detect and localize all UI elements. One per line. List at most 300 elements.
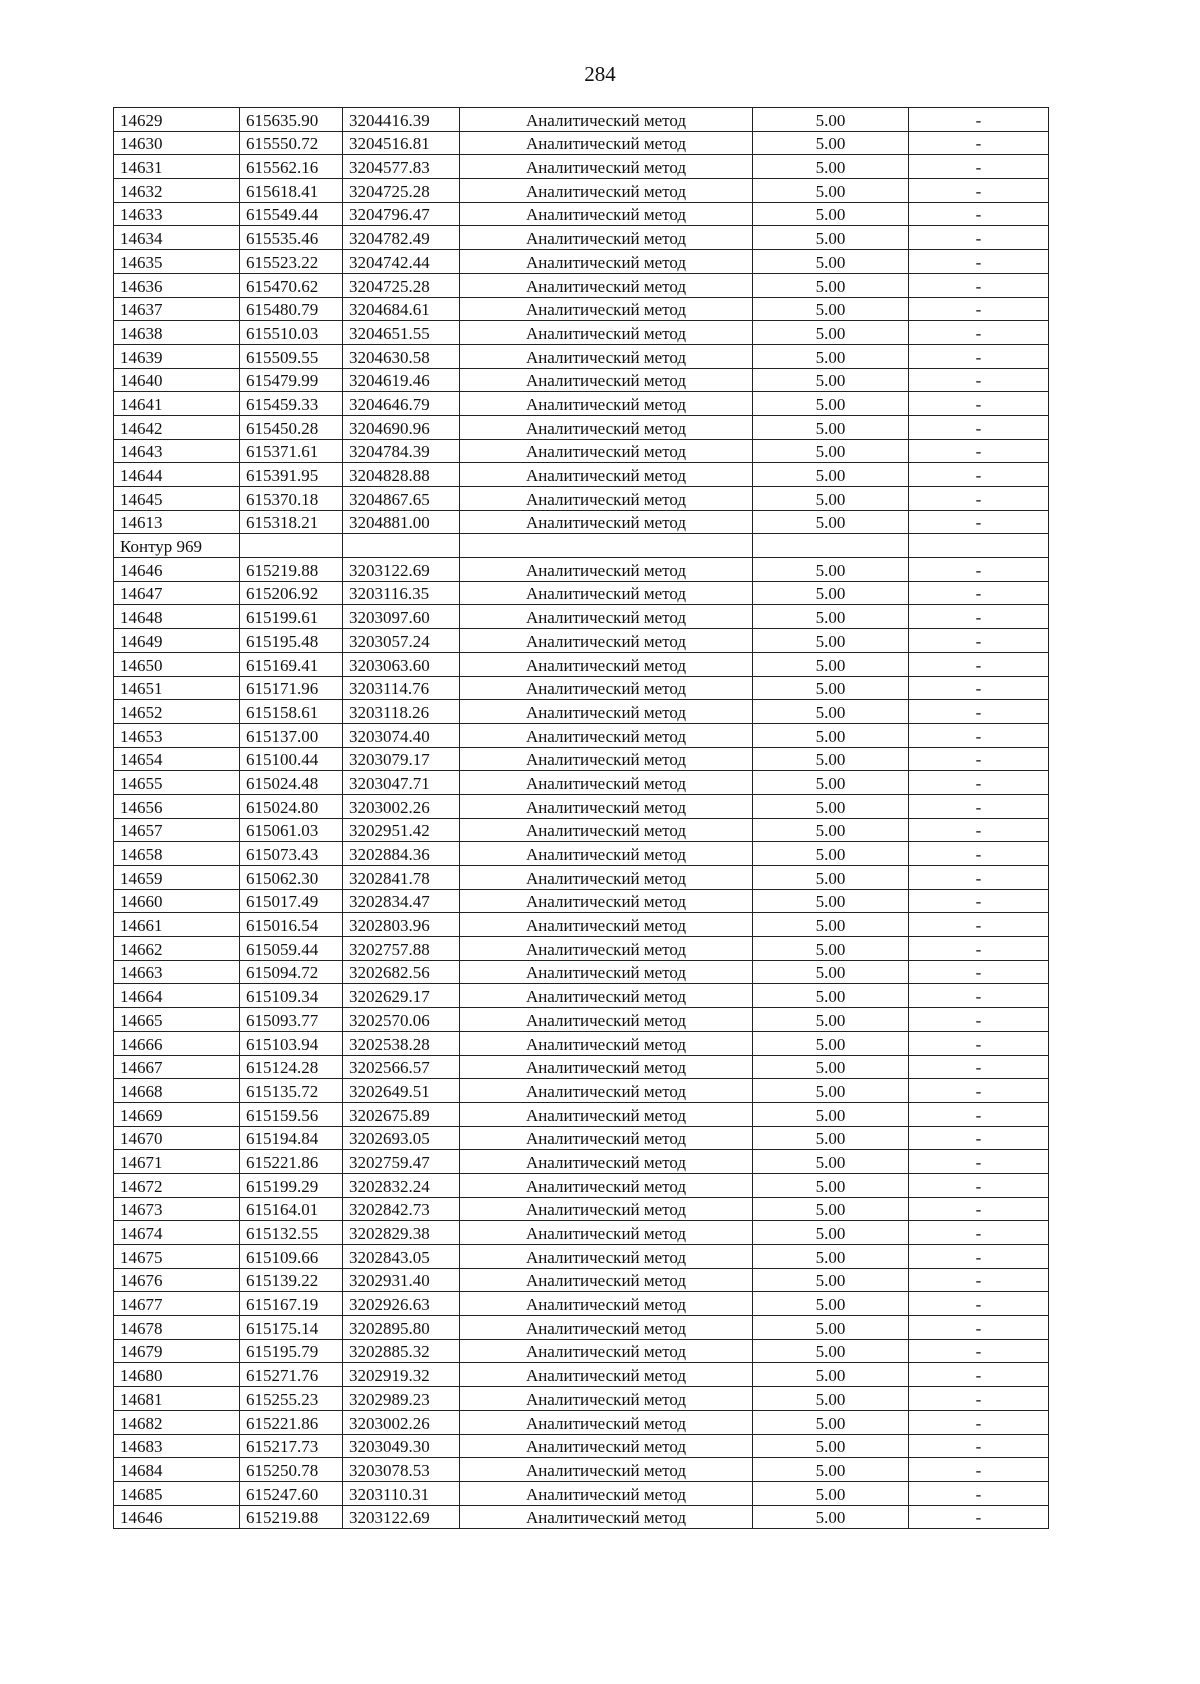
point-id-cell: 14645 (114, 487, 240, 511)
point-id-cell: 14635 (114, 250, 240, 274)
note-cell: - (909, 1150, 1049, 1174)
method-cell: Аналитический метод (460, 179, 753, 203)
accuracy-cell: 5.00 (753, 913, 909, 937)
point-id-cell: 14664 (114, 984, 240, 1008)
accuracy-cell: 5.00 (753, 1410, 909, 1434)
accuracy-cell: 5.00 (753, 652, 909, 676)
x-coordinate-cell: 615158.61 (240, 700, 343, 724)
note-cell: - (909, 273, 1049, 297)
x-coordinate-cell: 615139.22 (240, 1268, 343, 1292)
accuracy-cell: 5.00 (753, 1481, 909, 1505)
point-id-cell: 14683 (114, 1434, 240, 1458)
table-row (114, 652, 1049, 676)
table-row (114, 1102, 1049, 1126)
contour-label: Контур 969 (114, 534, 240, 558)
x-coordinate-cell: 615221.86 (240, 1410, 343, 1434)
point-id-cell: 14672 (114, 1173, 240, 1197)
x-coordinate-cell: 615194.84 (240, 1126, 343, 1150)
x-coordinate-cell: 615109.34 (240, 984, 343, 1008)
y-coordinate-cell: 3204516.81 (343, 131, 460, 155)
note-cell: - (909, 344, 1049, 368)
method-cell: Аналитический метод (460, 510, 753, 534)
note-cell: - (909, 842, 1049, 866)
note-cell: - (909, 913, 1049, 937)
accuracy-cell: 5.00 (753, 1245, 909, 1269)
point-id-cell: 14665 (114, 1008, 240, 1032)
y-coordinate-cell: 3203110.31 (343, 1481, 460, 1505)
method-cell: Аналитический метод (460, 889, 753, 913)
note-cell: - (909, 1197, 1049, 1221)
y-coordinate-cell: 3204725.28 (343, 179, 460, 203)
accuracy-cell: 5.00 (753, 179, 909, 203)
method-cell: Аналитический метод (460, 273, 753, 297)
method-cell: Аналитический метод (460, 1505, 753, 1529)
note-cell: - (909, 392, 1049, 416)
y-coordinate-cell: 3203114.76 (343, 676, 460, 700)
table-row (114, 771, 1049, 795)
accuracy-cell: 5.00 (753, 1031, 909, 1055)
note-cell: - (909, 463, 1049, 487)
table-row (114, 818, 1049, 842)
accuracy-cell: 5.00 (753, 1008, 909, 1032)
note-cell: - (909, 202, 1049, 226)
note-cell: - (909, 131, 1049, 155)
x-coordinate-cell: 615135.72 (240, 1079, 343, 1103)
method-cell: Аналитический метод (460, 842, 753, 866)
method-cell: Аналитический метод (460, 392, 753, 416)
point-id-cell: 14653 (114, 723, 240, 747)
note-cell: - (909, 581, 1049, 605)
accuracy-cell: 5.00 (753, 415, 909, 439)
method-cell: Аналитический метод (460, 1268, 753, 1292)
point-id-cell: 14667 (114, 1055, 240, 1079)
point-id-cell: 14680 (114, 1363, 240, 1387)
y-coordinate-cell: 3203049.30 (343, 1434, 460, 1458)
accuracy-cell: 5.00 (753, 487, 909, 511)
table-row (114, 1245, 1049, 1269)
x-coordinate-cell: 615103.94 (240, 1031, 343, 1055)
note-cell: - (909, 487, 1049, 511)
table-row (114, 108, 1049, 132)
point-id-cell: 14640 (114, 368, 240, 392)
table-row (114, 392, 1049, 416)
y-coordinate-cell: 3203122.69 (343, 558, 460, 582)
x-coordinate-cell: 615370.18 (240, 487, 343, 511)
x-coordinate-cell: 615017.49 (240, 889, 343, 913)
point-id-cell: 14647 (114, 581, 240, 605)
method-cell: Аналитический метод (460, 463, 753, 487)
method-cell: Аналитический метод (460, 1126, 753, 1150)
point-id-cell: 14644 (114, 463, 240, 487)
point-id-cell: 14651 (114, 676, 240, 700)
y-coordinate-cell: 3203047.71 (343, 771, 460, 795)
point-id-cell: 14652 (114, 700, 240, 724)
note-cell: - (909, 818, 1049, 842)
y-coordinate-cell: 3202629.17 (343, 984, 460, 1008)
point-id-cell: 14650 (114, 652, 240, 676)
method-cell: Аналитический метод (460, 1150, 753, 1174)
note-cell: - (909, 250, 1049, 274)
note-cell: - (909, 439, 1049, 463)
method-cell: Аналитический метод (460, 368, 753, 392)
point-id-cell: 14679 (114, 1339, 240, 1363)
y-coordinate-cell: 3204782.49 (343, 226, 460, 250)
method-cell: Аналитический метод (460, 1410, 753, 1434)
point-id-cell: 14637 (114, 297, 240, 321)
accuracy-cell: 5.00 (753, 439, 909, 463)
x-coordinate-cell: 615550.72 (240, 131, 343, 155)
x-coordinate-cell: 615509.55 (240, 344, 343, 368)
y-coordinate-cell: 3202682.56 (343, 960, 460, 984)
y-coordinate-cell: 3203002.26 (343, 794, 460, 818)
y-coordinate-cell: 3202538.28 (343, 1031, 460, 1055)
x-coordinate-cell: 615271.76 (240, 1363, 343, 1387)
note-cell: - (909, 510, 1049, 534)
method-cell: Аналитический метод (460, 131, 753, 155)
point-id-cell: 14674 (114, 1221, 240, 1245)
y-coordinate-cell: 3202693.05 (343, 1126, 460, 1150)
method-cell: Аналитический метод (460, 1458, 753, 1482)
x-coordinate-cell: 615164.01 (240, 1197, 343, 1221)
y-coordinate-cell: 3202649.51 (343, 1079, 460, 1103)
note-cell: - (909, 1316, 1049, 1340)
accuracy-cell: 5.00 (753, 558, 909, 582)
accuracy-cell: 5.00 (753, 344, 909, 368)
table-row (114, 202, 1049, 226)
table-row (114, 794, 1049, 818)
y-coordinate-cell: 3202834.47 (343, 889, 460, 913)
point-id-cell: 14649 (114, 629, 240, 653)
x-coordinate-cell: 615535.46 (240, 226, 343, 250)
method-cell: Аналитический метод (460, 321, 753, 345)
method-cell: Аналитический метод (460, 1387, 753, 1411)
accuracy-cell: 5.00 (753, 1339, 909, 1363)
method-cell: Аналитический метод (460, 202, 753, 226)
contour-header-row (114, 534, 1049, 558)
accuracy-cell: 5.00 (753, 1079, 909, 1103)
note-cell: - (909, 1221, 1049, 1245)
method-cell: Аналитический метод (460, 866, 753, 890)
y-coordinate-cell: 3203057.24 (343, 629, 460, 653)
table-row (114, 581, 1049, 605)
accuracy-cell: 5.00 (753, 984, 909, 1008)
note-cell: - (909, 700, 1049, 724)
accuracy-cell: 5.00 (753, 463, 909, 487)
x-coordinate-cell: 615618.41 (240, 179, 343, 203)
x-coordinate-cell: 615109.66 (240, 1245, 343, 1269)
point-id-cell: 14642 (114, 415, 240, 439)
note-cell: - (909, 1079, 1049, 1103)
table-row (114, 179, 1049, 203)
table-row (114, 866, 1049, 890)
point-id-cell: 14677 (114, 1292, 240, 1316)
method-cell: Аналитический метод (460, 250, 753, 274)
point-id-cell: 14659 (114, 866, 240, 890)
table-row (114, 510, 1049, 534)
x-coordinate-cell: 615470.62 (240, 273, 343, 297)
table-row (114, 344, 1049, 368)
table-row (114, 842, 1049, 866)
note-cell: - (909, 1245, 1049, 1269)
method-cell: Аналитический метод (460, 652, 753, 676)
accuracy-cell: 5.00 (753, 1126, 909, 1150)
x-coordinate-cell: 615159.56 (240, 1102, 343, 1126)
y-coordinate-cell: 3202566.57 (343, 1055, 460, 1079)
y-coordinate-cell: 3204742.44 (343, 250, 460, 274)
note-cell: - (909, 937, 1049, 961)
point-id-cell: 14629 (114, 108, 240, 132)
note-cell: - (909, 866, 1049, 890)
method-cell: Аналитический метод (460, 723, 753, 747)
y-coordinate-cell: 3202843.05 (343, 1245, 460, 1269)
y-coordinate-cell: 3202841.78 (343, 866, 460, 890)
table-row (114, 937, 1049, 961)
y-coordinate-cell: 3202832.24 (343, 1173, 460, 1197)
x-coordinate-cell: 615199.29 (240, 1173, 343, 1197)
method-cell: Аналитический метод (460, 1434, 753, 1458)
accuracy-cell: 5.00 (753, 889, 909, 913)
accuracy-cell: 5.00 (753, 1268, 909, 1292)
method-cell: Аналитический метод (460, 226, 753, 250)
accuracy-cell: 5.00 (753, 842, 909, 866)
accuracy-cell: 5.00 (753, 794, 909, 818)
table-row (114, 1505, 1049, 1529)
accuracy-cell: 5.00 (753, 960, 909, 984)
method-cell: Аналитический метод (460, 1316, 753, 1340)
note-cell: - (909, 1173, 1049, 1197)
accuracy-cell: 5.00 (753, 818, 909, 842)
x-coordinate-cell: 615137.00 (240, 723, 343, 747)
table-row (114, 368, 1049, 392)
table-row (114, 676, 1049, 700)
x-coordinate-cell: 615391.95 (240, 463, 343, 487)
method-cell: Аналитический метод (460, 581, 753, 605)
table-row (114, 463, 1049, 487)
y-coordinate-cell: 3202989.23 (343, 1387, 460, 1411)
y-coordinate-cell: 3204651.55 (343, 321, 460, 345)
y-coordinate-cell: 3202570.06 (343, 1008, 460, 1032)
table-row (114, 984, 1049, 1008)
note-cell: - (909, 179, 1049, 203)
accuracy-cell: 5.00 (753, 392, 909, 416)
note-cell: - (909, 1292, 1049, 1316)
method-cell: Аналитический метод (460, 415, 753, 439)
point-id-cell: 14634 (114, 226, 240, 250)
accuracy-cell: 5.00 (753, 605, 909, 629)
x-coordinate-cell: 615450.28 (240, 415, 343, 439)
table-row (114, 1458, 1049, 1482)
x-coordinate-cell: 615206.92 (240, 581, 343, 605)
accuracy-cell: 5.00 (753, 1387, 909, 1411)
table-row (114, 1410, 1049, 1434)
x-coordinate-cell: 615510.03 (240, 321, 343, 345)
y-coordinate-cell: 3202919.32 (343, 1363, 460, 1387)
x-coordinate-cell: 615371.61 (240, 439, 343, 463)
y-coordinate-cell: 3202951.42 (343, 818, 460, 842)
y-coordinate-cell: 3203079.17 (343, 747, 460, 771)
accuracy-cell: 5.00 (753, 676, 909, 700)
note-cell: - (909, 960, 1049, 984)
x-coordinate-cell: 615318.21 (240, 510, 343, 534)
y-coordinate-cell: 3204690.96 (343, 415, 460, 439)
accuracy-cell: 5.00 (753, 1505, 909, 1529)
table-row (114, 700, 1049, 724)
x-coordinate-cell: 615199.61 (240, 605, 343, 629)
note-cell: - (909, 984, 1049, 1008)
point-id-cell: 14630 (114, 131, 240, 155)
x-coordinate-cell: 615016.54 (240, 913, 343, 937)
point-id-cell: 14684 (114, 1458, 240, 1482)
accuracy-cell: 5.00 (753, 723, 909, 747)
empty-cell (343, 534, 460, 558)
table-row (114, 439, 1049, 463)
table-row (114, 1197, 1049, 1221)
point-id-cell: 14669 (114, 1102, 240, 1126)
accuracy-cell: 5.00 (753, 131, 909, 155)
y-coordinate-cell: 3203097.60 (343, 605, 460, 629)
note-cell: - (909, 1102, 1049, 1126)
table-row (114, 1387, 1049, 1411)
point-id-cell: 14675 (114, 1245, 240, 1269)
point-id-cell: 14673 (114, 1197, 240, 1221)
method-cell: Аналитический метод (460, 605, 753, 629)
y-coordinate-cell: 3203063.60 (343, 652, 460, 676)
accuracy-cell: 5.00 (753, 629, 909, 653)
y-coordinate-cell: 3203118.26 (343, 700, 460, 724)
x-coordinate-cell: 615195.79 (240, 1339, 343, 1363)
accuracy-cell: 5.00 (753, 747, 909, 771)
method-cell: Аналитический метод (460, 297, 753, 321)
method-cell: Аналитический метод (460, 1481, 753, 1505)
table-row (114, 131, 1049, 155)
y-coordinate-cell: 3204828.88 (343, 463, 460, 487)
note-cell: - (909, 1031, 1049, 1055)
y-coordinate-cell: 3204646.79 (343, 392, 460, 416)
table-row (114, 250, 1049, 274)
table-row (114, 487, 1049, 511)
empty-cell (753, 534, 909, 558)
x-coordinate-cell: 615094.72 (240, 960, 343, 984)
accuracy-cell: 5.00 (753, 1363, 909, 1387)
point-id-cell: 14671 (114, 1150, 240, 1174)
table-row (114, 1221, 1049, 1245)
accuracy-cell: 5.00 (753, 1221, 909, 1245)
table-row (114, 1363, 1049, 1387)
accuracy-cell: 5.00 (753, 155, 909, 179)
accuracy-cell: 5.00 (753, 1292, 909, 1316)
table-row (114, 1079, 1049, 1103)
point-id-cell: 14666 (114, 1031, 240, 1055)
y-coordinate-cell: 3202842.73 (343, 1197, 460, 1221)
table-row (114, 960, 1049, 984)
note-cell: - (909, 558, 1049, 582)
point-id-cell: 14661 (114, 913, 240, 937)
x-coordinate-cell: 615255.23 (240, 1387, 343, 1411)
point-id-cell: 14638 (114, 321, 240, 345)
method-cell: Аналитический метод (460, 344, 753, 368)
accuracy-cell: 5.00 (753, 581, 909, 605)
table-row (114, 1339, 1049, 1363)
table-row (114, 605, 1049, 629)
note-cell: - (909, 889, 1049, 913)
note-cell: - (909, 676, 1049, 700)
table-row (114, 1008, 1049, 1032)
note-cell: - (909, 794, 1049, 818)
table-row (114, 558, 1049, 582)
point-id-cell: 14646 (114, 558, 240, 582)
note-cell: - (909, 415, 1049, 439)
method-cell: Аналитический метод (460, 794, 753, 818)
x-coordinate-cell: 615219.88 (240, 558, 343, 582)
y-coordinate-cell: 3202757.88 (343, 937, 460, 961)
x-coordinate-cell: 615024.80 (240, 794, 343, 818)
table-row (114, 1481, 1049, 1505)
point-id-cell: 14670 (114, 1126, 240, 1150)
note-cell: - (909, 1339, 1049, 1363)
note-cell: - (909, 1481, 1049, 1505)
table-row (114, 1268, 1049, 1292)
method-cell: Аналитический метод (460, 747, 753, 771)
x-coordinate-cell: 615219.88 (240, 1505, 343, 1529)
point-id-cell: 14658 (114, 842, 240, 866)
point-id-cell: 14681 (114, 1387, 240, 1411)
note-cell: - (909, 1434, 1049, 1458)
accuracy-cell: 5.00 (753, 368, 909, 392)
method-cell: Аналитический метод (460, 1008, 753, 1032)
method-cell: Аналитический метод (460, 629, 753, 653)
page-number: 284 (584, 62, 616, 86)
accuracy-cell: 5.00 (753, 273, 909, 297)
x-coordinate-cell: 615169.41 (240, 652, 343, 676)
table-row (114, 1031, 1049, 1055)
y-coordinate-cell: 3204577.83 (343, 155, 460, 179)
note-cell: - (909, 652, 1049, 676)
note-cell: - (909, 1008, 1049, 1032)
method-cell: Аналитический метод (460, 155, 753, 179)
accuracy-cell: 5.00 (753, 250, 909, 274)
method-cell: Аналитический метод (460, 1079, 753, 1103)
table-row (114, 1173, 1049, 1197)
y-coordinate-cell: 3202803.96 (343, 913, 460, 937)
point-id-cell: 14636 (114, 273, 240, 297)
method-cell: Аналитический метод (460, 108, 753, 132)
point-id-cell: 14641 (114, 392, 240, 416)
table-row (114, 273, 1049, 297)
x-coordinate-cell: 615062.30 (240, 866, 343, 890)
table-row (114, 1055, 1049, 1079)
x-coordinate-cell: 615247.60 (240, 1481, 343, 1505)
x-coordinate-cell: 615217.73 (240, 1434, 343, 1458)
y-coordinate-cell: 3204619.46 (343, 368, 460, 392)
method-cell: Аналитический метод (460, 771, 753, 795)
x-coordinate-cell: 615167.19 (240, 1292, 343, 1316)
x-coordinate-cell: 615132.55 (240, 1221, 343, 1245)
point-id-cell: 14639 (114, 344, 240, 368)
point-id-cell: 14660 (114, 889, 240, 913)
y-coordinate-cell: 3202926.63 (343, 1292, 460, 1316)
x-coordinate-cell: 615171.96 (240, 676, 343, 700)
note-cell: - (909, 321, 1049, 345)
method-cell: Аналитический метод (460, 1292, 753, 1316)
empty-cell (240, 534, 343, 558)
x-coordinate-cell: 615523.22 (240, 250, 343, 274)
point-id-cell: 14632 (114, 179, 240, 203)
table-row (114, 321, 1049, 345)
accuracy-cell: 5.00 (753, 1055, 909, 1079)
method-cell: Аналитический метод (460, 1221, 753, 1245)
accuracy-cell: 5.00 (753, 1173, 909, 1197)
y-coordinate-cell: 3204867.65 (343, 487, 460, 511)
